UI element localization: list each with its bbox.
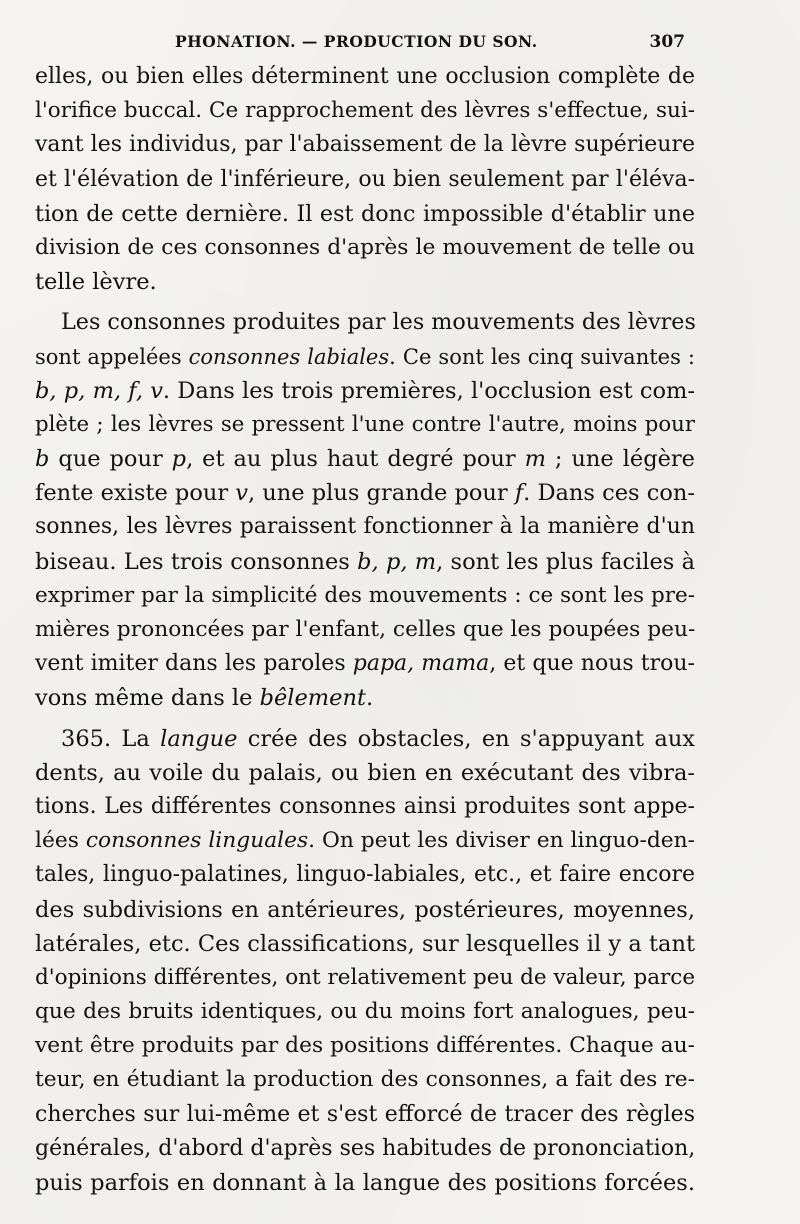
- text-line: division de ces consonnes d'après le mouvement de telle ou: [35, 234, 695, 260]
- italic-term: p: [171, 446, 187, 473]
- italic-term: consonnes linguales: [85, 828, 309, 854]
- text-line: tion de cette dernière. Il est donc impossible d'établir une: [35, 200, 695, 227]
- page-number: 307: [649, 32, 685, 52]
- text-line: l'orifice buccal. Ce rapprochement des lèvres s'effectue, sui-: [35, 98, 695, 124]
- italic-term: bêlement: [259, 685, 366, 712]
- text-line: lées consonnes linguales. On peut les diviser en linguo-den-: [35, 828, 695, 854]
- italic-term: f: [514, 480, 524, 507]
- italic-term: b: [35, 446, 50, 473]
- text-line: que des bruits identiques, ou du moins fort analogues, peu-: [35, 999, 695, 1025]
- text-line: vent imiter dans les paroles papa, mama, et que nous trou-: [35, 651, 695, 677]
- text-line: Les consonnes produites par les mouvements des lèvres: [61, 309, 696, 336]
- text-line: des subdivisions en antérieures, postérieures, moyennes,: [35, 896, 695, 923]
- text-line: b, p, m, f, v. Dans les trois premières, l'occlusion est com-: [35, 377, 695, 404]
- text-line: mières prononcées par l'enfant, celles que les poupées peu-: [35, 617, 696, 642]
- text-line: cherches sur lui-même et s'est efforcé de tracer des règles: [35, 1101, 695, 1127]
- body-text: [35, 60, 695, 1200]
- text-line: elles, ou bien elles déterminent une occlusion complète de: [35, 64, 695, 89]
- text-line: biseau. Les trois consonnes b, p, m, sont les plus faciles à: [35, 548, 696, 575]
- italic-term: b, p, m, f, v: [35, 377, 163, 404]
- text-line: sont appelées consonnes labiales. Ce sont les cinq suivantes :: [35, 344, 695, 369]
- text-line: fente existe pour v, une plus grande pour f. Dans ces con-: [35, 480, 695, 507]
- italic-term: v: [235, 480, 248, 507]
- text-line: b que pour p, et au plus haut degré pour m ; une légère: [35, 446, 695, 473]
- text-line: et l'élévation de l'inférieure, ou bien seulement par l'éléva-: [35, 166, 695, 192]
- running-head: PHONATION. — PRODUCTION DU SON.: [175, 32, 538, 51]
- text-line: plète ; les lèvres se pressent l'une contre l'autre, moins pour: [35, 411, 695, 437]
- text-line: d'opinions différentes, ont relativement peu de valeur, parce: [35, 964, 696, 990]
- text-line: teur, en étudiant la production des consonnes, a fait des re-: [35, 1067, 695, 1093]
- italic-term: papa, mama: [352, 651, 490, 677]
- text-line: vent être produits par des positions différentes. Chaque au-: [35, 1033, 695, 1059]
- text-line: vant les individus, par l'abaissement de la lèvre supérieure: [35, 132, 695, 158]
- italic-term: m: [524, 446, 546, 473]
- italic-term: b, p, m: [357, 548, 437, 575]
- text-line: vons même dans le bêlement.: [35, 685, 374, 712]
- italic-term: langue: [160, 725, 238, 752]
- text-line: puis parfois en donnant à la langue des positions forcées.: [35, 1170, 695, 1196]
- page-header: [175, 30, 685, 58]
- italic-term: consonnes labiales: [188, 344, 390, 369]
- text-line: sonnes, les lèvres paraissent fonctionner à la manière d'un: [35, 514, 695, 540]
- text-line: 365. La langue crée des obstacles, en s'appuyant aux: [61, 725, 695, 752]
- text-line: générales, d'abord d'après ses habitudes de prononciation,: [35, 1135, 696, 1161]
- text-line: dents, au voile du palais, ou bien en exécutant des vibra-: [35, 759, 695, 786]
- text-line: tales, linguo-palatines, linguo-labiales, etc., et faire encore: [35, 862, 695, 888]
- text-line: tions. Les différentes consonnes ainsi produites sont appe-: [35, 793, 695, 819]
- text-line: latérales, etc. Ces classifications, sur lesquelles il y a tant: [35, 930, 695, 957]
- text-line: exprimer par la simplicité des mouvements : ce sont les pre-: [35, 582, 695, 608]
- text-line: telle lèvre.: [35, 269, 157, 296]
